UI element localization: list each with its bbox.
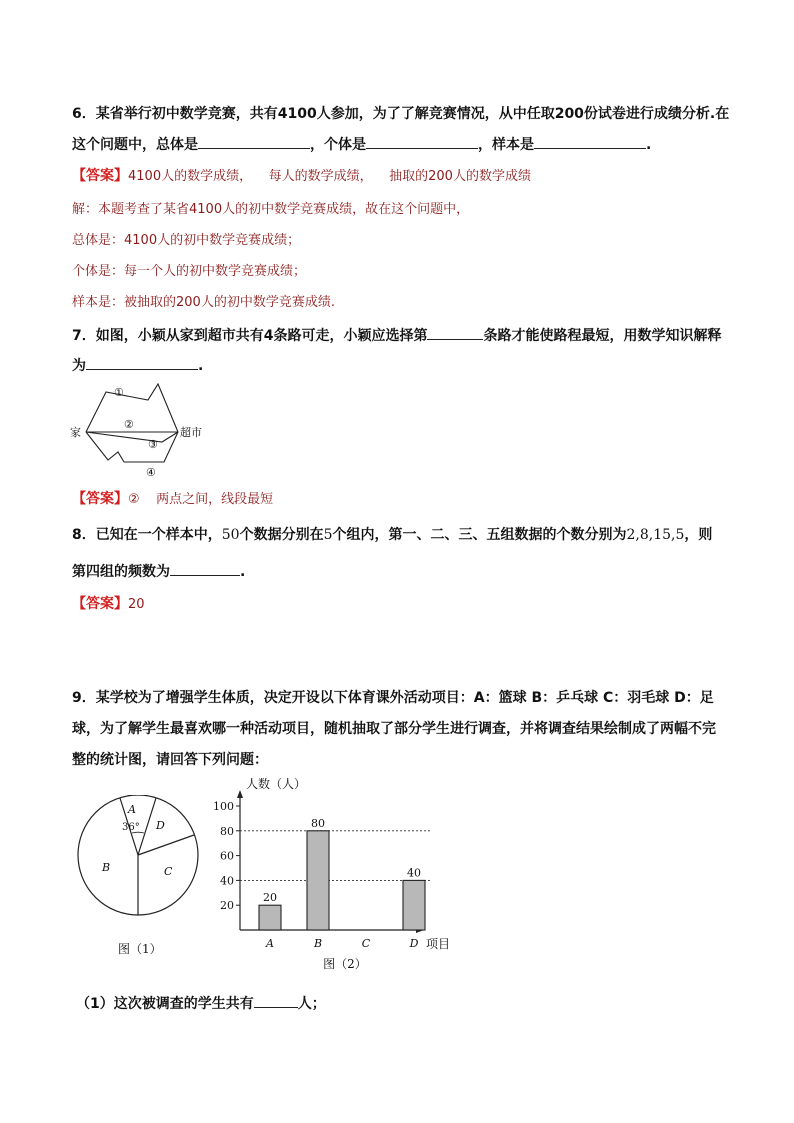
q6-answer-text: 4100人的数学成绩， 每人的数学成绩， 抽取的200人的数学成绩 — [128, 169, 531, 184]
q7-line1 — [72, 325, 721, 345]
x-category-label: C — [361, 937, 371, 950]
route-1-label: ① — [114, 386, 124, 399]
bar-chart-caption: 图（2） — [323, 957, 367, 971]
answer-tag: 【答案】 — [72, 491, 128, 507]
q6-explain-3: 个体是：每一个人的初中数学竞赛成绩； — [72, 264, 307, 279]
q6-explain-4: 样本是：被抽取的200人的初中数学竞赛成绩. — [72, 295, 335, 310]
q8-text-c: 个组内，第一、二、三、五组数据的个数分别为 — [332, 527, 627, 543]
q6-individual-blank[interactable] — [366, 134, 478, 149]
q8-text-e: 第四组的频数为 — [72, 564, 170, 580]
q6-line2 — [72, 134, 651, 154]
pie-label-d: D — [156, 819, 165, 832]
q8-text-b: 个数据分别在 — [239, 527, 324, 543]
bar-value-label: 20 — [263, 891, 277, 905]
q7-text-b: 条路才能使路程最短，用数学知识解释 — [483, 328, 722, 344]
q9-line1: 9．某学校为了增强学生体质，决定开设以下体育课外活动项目：A：篮球 B：乒乓球 C：羽毛球 D：足 — [72, 690, 714, 706]
q8-n5: 5 — [323, 527, 333, 543]
x-category-label: A — [266, 937, 274, 950]
y-tick-label: 100 — [213, 800, 234, 813]
pie-angle-label: 36° — [122, 822, 140, 833]
q8-line1 — [72, 524, 712, 544]
bar-value-label: 40 — [407, 866, 421, 880]
q6-individual-label: ，个体是 — [310, 137, 366, 153]
q9-line2: 球，为了解学生最喜欢哪一种活动项目，随机抽取了部分学生进行调查，并将调查结果绘制成了两幅不完 — [72, 721, 716, 737]
q8-text-d: ，则 — [684, 527, 713, 543]
route-2-label: ② — [124, 418, 134, 431]
bar-value-label: 80 — [311, 816, 325, 830]
q6-line1: 6．某省举行初中数学竞赛，共有4100人参加，为了了解竞赛情况，从中任取200份试卷进行成绩分析.在 — [72, 106, 730, 122]
y-tick-label: 40 — [220, 874, 234, 888]
x-axis-title: 项目 — [426, 937, 451, 951]
answer-tag: 【答案】 — [72, 168, 128, 184]
x-category-label: B — [313, 937, 323, 950]
q9-sub1-end: 人； — [297, 996, 326, 1012]
y-tick-label: 60 — [220, 849, 234, 863]
q8-line2 — [72, 561, 245, 581]
y-axis-arrow — [237, 790, 243, 798]
bar — [259, 905, 281, 930]
q7-route-figure — [70, 380, 230, 480]
route-3-path — [86, 432, 178, 442]
route-4-label: ④ — [146, 466, 156, 479]
q6-sample-blank[interactable] — [534, 134, 646, 149]
pie-caption: 图（1） — [118, 942, 162, 956]
q9-sub1-text: （1）这次被调查的学生共有 — [76, 996, 254, 1012]
q8-answer-blank[interactable] — [170, 561, 240, 576]
q9-line3: 整的统计图，请回答下列问题： — [72, 752, 268, 768]
q6-explain-2: 总体是：4100人的初中数学竞赛成绩； — [72, 233, 301, 248]
q6-total-blank[interactable] — [198, 134, 310, 149]
q8-text-a: 8．已知在一个样本中， — [72, 527, 222, 543]
home-label: 家 — [70, 426, 81, 439]
q9-sub1 — [76, 993, 326, 1013]
y-axis-title: 人数（人） — [246, 778, 307, 791]
q7-line2-end: . — [198, 358, 204, 374]
q9-sub1-blank[interactable] — [254, 993, 298, 1008]
q6-sample-label: ，样本是 — [478, 137, 534, 153]
route-3-label: ③ — [148, 438, 158, 451]
q6-explain-1: 解：本题考查了某省4100人的初中数学竞赛成绩，故在这个问题中， — [72, 202, 470, 217]
q7-text-a: 7．如图，小颖从家到超市共有4条路可走，小颖应选择第 — [72, 328, 428, 344]
bar-chart-figure — [210, 778, 470, 978]
q8-n50: 50 — [221, 527, 240, 543]
q6-total-label: 这个问题中，总体是 — [72, 137, 198, 153]
x-category-label: D — [409, 937, 419, 950]
market-label: 超市 — [180, 426, 202, 439]
bar — [403, 880, 425, 930]
bar — [307, 831, 329, 930]
q7-line2 — [72, 355, 203, 375]
route-4-path — [86, 432, 178, 462]
q7-text-c: 为 — [72, 358, 86, 374]
q8-line2-end: . — [240, 564, 246, 580]
pie-divider-dc — [138, 835, 194, 855]
pie-divider-ad — [138, 798, 156, 855]
pie-label-c: C — [164, 865, 173, 878]
pie-label-a: A — [128, 803, 136, 816]
pie-label-b: B — [102, 861, 111, 874]
q8-answer-text: 20 — [128, 597, 145, 612]
q7-answer — [72, 488, 273, 508]
q7-route-blank[interactable] — [427, 325, 483, 340]
q7-answer-text: ② 两点之间，线段最短 — [128, 492, 274, 507]
pie-chart-figure — [72, 795, 212, 965]
answer-tag: 【答案】 — [72, 596, 128, 612]
q6-answer — [72, 165, 531, 185]
q8-counts: 2,8,15,5 — [626, 527, 685, 543]
y-tick-label: 80 — [220, 824, 234, 838]
q8-answer — [72, 593, 145, 613]
q7-reason-blank[interactable] — [86, 355, 198, 370]
y-tick-label: 20 — [220, 899, 234, 913]
q6-line2-end: . — [646, 137, 652, 153]
